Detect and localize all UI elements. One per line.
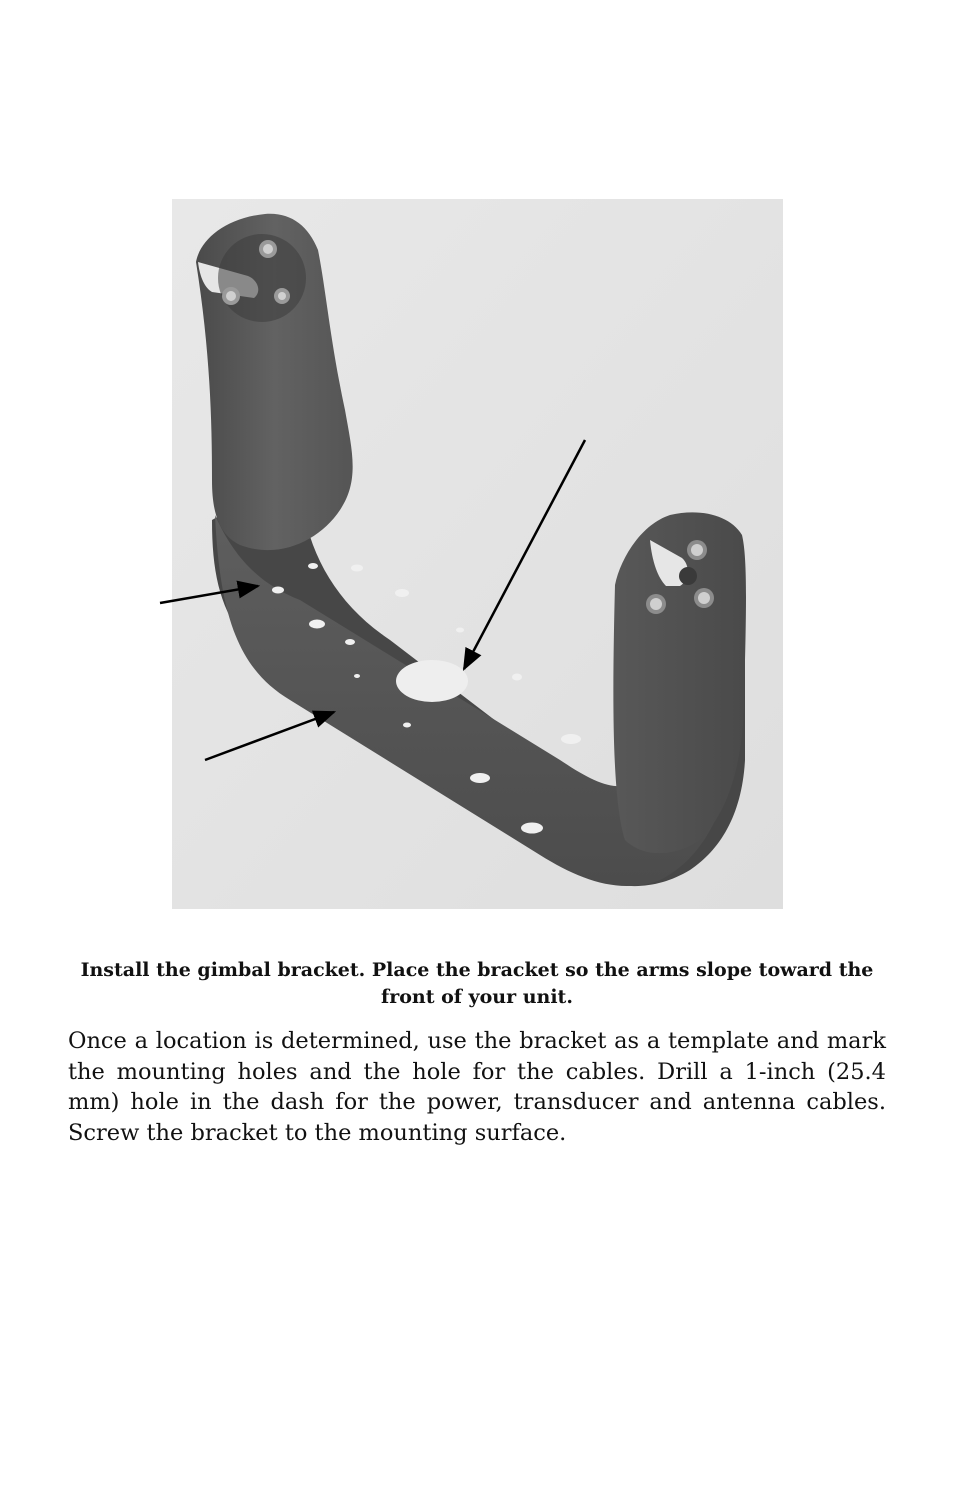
- figure-caption: Install the gimbal bracket. Place the bracket so the arms slope toward the front of your unit.: [80, 959, 874, 1008]
- body-paragraph: Once a location is determined, use the bracket as a template and mark the mounting holes and the hole for the cables. Drill a 1-inch (25.4 mm) hole in the dash for the power, transducer and antenna cables. Screw the bracket to the mounting surface.: [68, 1028, 886, 1146]
- cable-hole: [396, 660, 468, 702]
